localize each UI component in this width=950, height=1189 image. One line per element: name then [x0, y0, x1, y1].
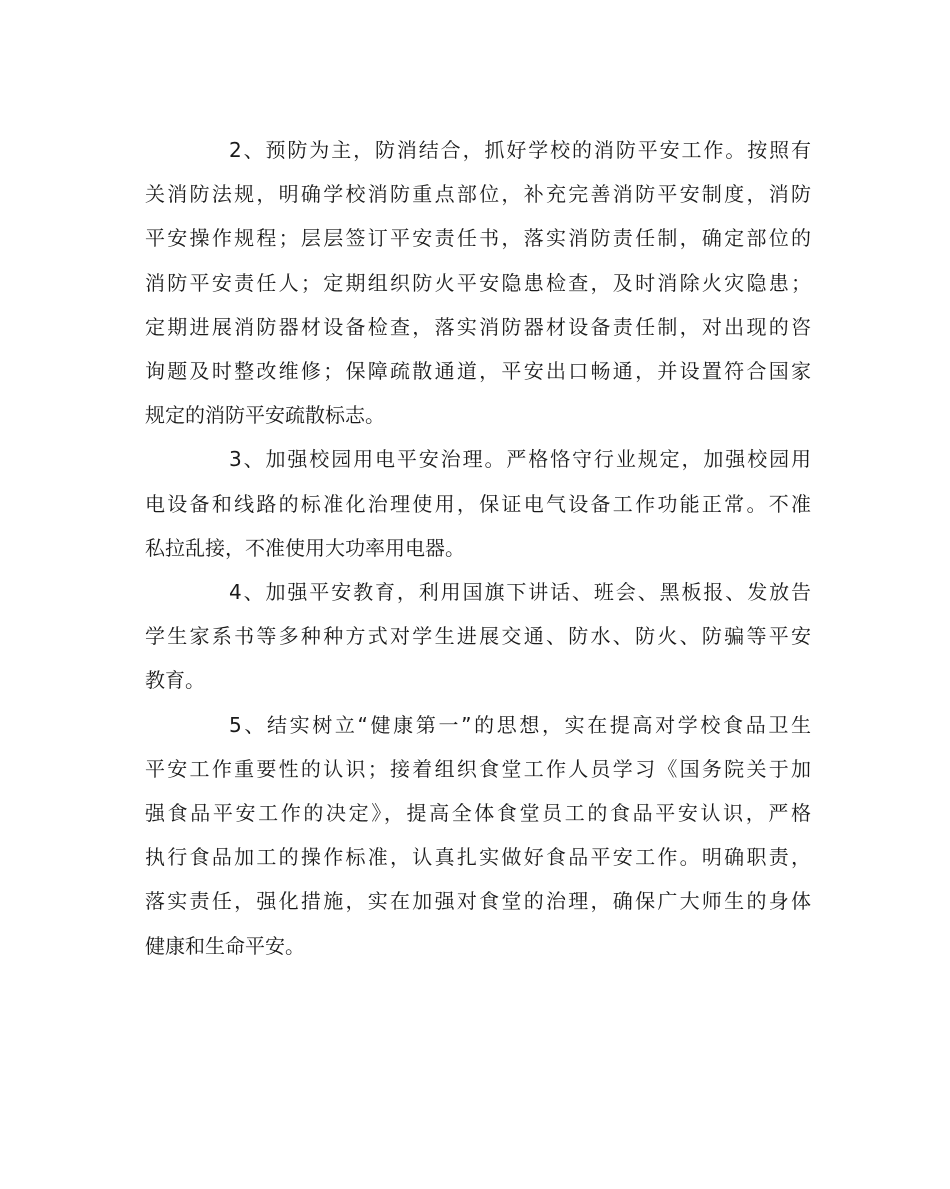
text-line: 健康和生命平安。	[145, 933, 305, 958]
text-line: 关消防法规，明确学校消防重点部位，补充完善消防平安制度，消防	[145, 182, 811, 207]
text-line: 学生家系书等多种种方式对学生进展交通、防水、防火、防骗等平安	[145, 624, 811, 649]
text-line: 强食品平安工作的决定》，提高全体食堂员工的食品平安认识，严格	[145, 801, 811, 826]
paragraph-electrical-safety	[145, 437, 811, 570]
text-line: 落实责任，强化措施，实在加强对食堂的治理，确保广大师生的身体	[145, 889, 811, 914]
paragraph-fire-safety	[145, 128, 811, 437]
text-line: 私拉乱接，不准使用大功率用电器。	[145, 535, 465, 560]
paragraph-food-safety	[145, 703, 811, 968]
text-line: 电设备和线路的标准化治理使用，保证电气设备工作功能正常。不准	[145, 491, 811, 516]
text-line: 平安工作重要性的认识；接着组织食堂工作人员学习《国务院关于加	[145, 756, 811, 781]
text-line: 消防平安责任人；定期组织防火平安隐患检查，及时消除火灾隐患；	[145, 270, 811, 295]
text-line: 定期进展消防器材设备检查，落实消防器材设备责任制，对出现的咨	[145, 314, 811, 339]
text-line: 5、结实树立“健康第一”的思想，实在提高对学校食品卫生	[229, 712, 811, 737]
document-body	[145, 128, 811, 968]
paragraph-safety-education	[145, 570, 811, 703]
text-line: 4、加强平安教育，利用国旗下讲话、班会、黑板报、发放告	[229, 580, 811, 605]
text-line: 平安操作规程；层层签订平安责任书，落实消防责任制，确定部位的	[145, 226, 811, 251]
text-line: 3、加强校园用电平安治理。严格恪守行业规定，加强校园用	[229, 447, 811, 472]
text-line: 教育。	[145, 668, 205, 693]
text-line: 执行食品加工的操作标准，认真扎实做好食品平安工作。明确职责，	[145, 845, 811, 870]
text-line: 询题及时整改维修；保障疏散通道，平安出口畅通，并设置符合国家	[145, 359, 811, 384]
text-line: 2、预防为主，防消结合，抓好学校的消防平安工作。按照有	[229, 138, 811, 162]
text-line: 规定的消防平安疏散标志。	[145, 403, 385, 428]
